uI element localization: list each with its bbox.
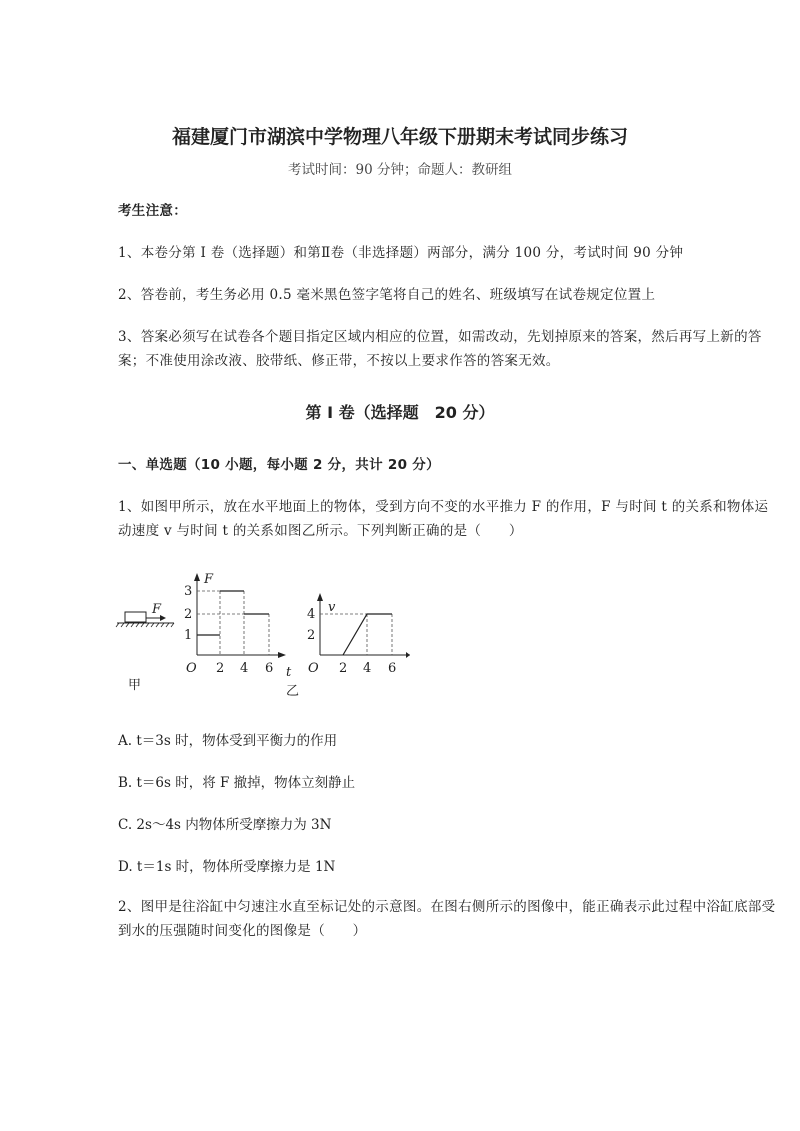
notice-item: 2、答卷前，考生务必用 0.5 毫米黑色签字笔将自己的姓名、班级填写在试卷规定位置上 xyxy=(118,287,656,303)
option-d: D. t＝1s 时，物体所受摩擦力是 1N xyxy=(118,859,336,875)
force-label: F xyxy=(152,602,162,617)
block-diagram xyxy=(116,602,174,693)
f-segments xyxy=(197,591,269,635)
axis-label: F xyxy=(204,572,214,587)
notice-item: 3、答案必须写在试卷各个题目指定区域内相应的位置，如需改动，先划掉原来的答案，然后再写上新的答案；不准使用涂改液、胶带纸、修正带，不按以上要求作答的答案无效。 xyxy=(118,329,762,369)
section-title: 第 I 卷（选择题 20 分） xyxy=(305,403,495,422)
origin: O xyxy=(186,661,197,676)
axis-label: t xyxy=(286,665,292,680)
question-stem: 1、如图甲所示，放在水平地面上的物体，受到方向不变的水平推力 F 的作用，F 与时间 t 的关系和物体运动速度 v 与时间 t 的关系如图乙所示。下列判断正确的是（ ） xyxy=(118,499,769,539)
tick: 4 xyxy=(240,661,249,676)
tick: 6 xyxy=(265,661,274,676)
question-figure xyxy=(110,565,410,700)
label-jia: 甲 xyxy=(128,678,142,693)
tick: 4 xyxy=(363,661,372,676)
page-subtitle: 考试时间：90 分钟；命题人：教研组 xyxy=(288,162,512,178)
label-yi: 乙 xyxy=(286,684,300,699)
notice-item: 1、本卷分第 I 卷（选择题）和第Ⅱ卷（非选择题）两部分，满分 100 分，考试时间 90 分钟 xyxy=(118,245,684,261)
f-t-graph xyxy=(184,572,299,699)
tick: 6 xyxy=(388,661,397,676)
tick: 4 xyxy=(307,607,316,622)
v-line xyxy=(343,614,392,655)
tick: 2 xyxy=(216,661,225,676)
page-title: 福建厦门市湖滨中学物理八年级下册期末考试同步练习 xyxy=(171,126,628,148)
option-c: C. 2s～4s 内物体所受摩擦力为 3N xyxy=(118,817,332,833)
part-heading: 一、单选题（10 小题，每小题 2 分，共计 20 分） xyxy=(118,457,440,473)
question-stem: 2、图甲是往浴缸中匀速注水直至标记处的示意图。在图右侧所示的图像中，能正确表示此过程中浴缸底部受到水的压强随时间变化的图像是（ ） xyxy=(118,899,776,939)
tick: 2 xyxy=(184,607,193,622)
tick: 1 xyxy=(184,628,193,643)
tick: 2 xyxy=(307,628,316,643)
notice-heading: 考生注意： xyxy=(118,203,187,219)
v-t-graph xyxy=(307,593,410,676)
option-a: A. t＝3s 时，物体受到平衡力的作用 xyxy=(118,733,338,749)
origin: O xyxy=(308,661,319,676)
tick: 3 xyxy=(184,584,193,599)
tick: 2 xyxy=(339,661,348,676)
axis-label: v xyxy=(328,600,336,615)
option-b: B. t＝6s 时，将 F 撤掉，物体立刻静止 xyxy=(118,775,356,791)
